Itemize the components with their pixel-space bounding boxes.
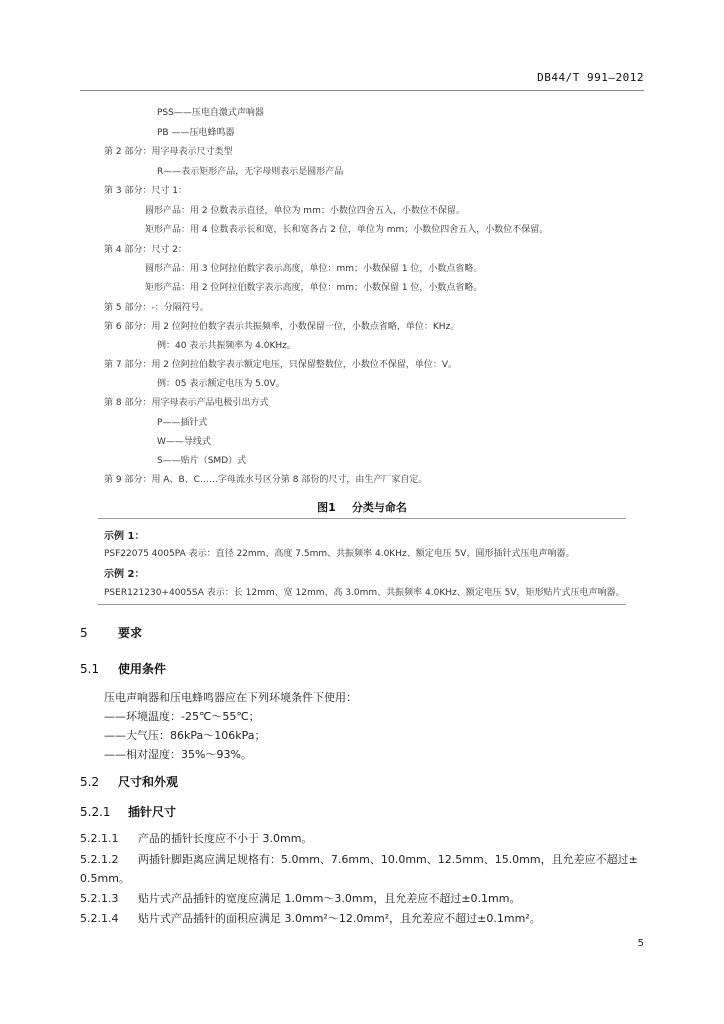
figure-line: 第 7 部分：用 2 位阿拉伯数字表示额定电压，只保留整数位，小数位不保留，单位：V。 (104, 360, 458, 370)
clause-text: 两插针脚距离应满足规格有：5.0mm、7.6mm、10.0mm、12.5mm、15.0mm，且允差应不超过± (138, 853, 638, 866)
figure-line: 第 5 部分：-：分隔符号。 (104, 303, 209, 313)
figure-line: 例：05 表示额定电压为 5.0V。 (157, 379, 285, 389)
figure-line: 矩形产品：用 4 位数表示长和宽，长和宽各占 2 位，单位为 mm；小数位四舍五入，小数位不保留。 (145, 225, 549, 235)
figure-line: 第 9 部分：用 A、B、C……字母流水号区分第 8 部份的尺寸，由生产厂家自定。 (104, 475, 428, 485)
example-text: PSER121230+4005SA 表示：长 12mm、宽 12mm、高 3.0mm、共振频率 4.0KHz、额定电压 5V，矩形贴片式压电声响器。 (104, 588, 625, 598)
conditions-intro: 压电声响器和压电蜂鸣器应在下列环境条件下使用： (104, 691, 357, 704)
section-number: 5.1 (80, 662, 100, 676)
figure-line: PB ——压电蜂鸣器 (157, 128, 235, 138)
clause-number: 5.2.1.3 (80, 892, 119, 905)
figure-line: 第 2 部分：用字母表示尺寸类型 (104, 147, 233, 157)
figure-number: 图1 (317, 501, 336, 514)
clause (80, 890, 521, 906)
figure-line: 圆形产品：用 2 位数表示直径，单位为 mm；小数位四舍五入，小数位不保留。 (145, 206, 465, 216)
condition-item: ——环境温度：-25℃～55℃； (104, 710, 260, 723)
clause-number: 5.2.1.4 (80, 912, 119, 925)
figure-line: 第 3 部分：尺寸 1： (104, 186, 188, 196)
standard-code: DB44/T 991—2012 (537, 71, 644, 84)
clause-text: 0.5mm。 (80, 872, 130, 885)
example-text: PSF22075 4005PA 表示：直径 22mm、高度 7.5mm、共振频率 4.0KHz、额定电压 5V，圆形插针式压电声响器。 (104, 549, 575, 559)
section-heading (80, 624, 142, 641)
page-number: 5 (637, 938, 644, 949)
section-heading (80, 660, 166, 677)
clause (80, 910, 541, 926)
header-rule (80, 90, 644, 91)
figure-line: PSS——压电自激式声响器 (157, 108, 264, 118)
clause-text: 贴片式产品插针的面积应满足 3.0mm²～12.0mm²，且允差应不超过±0.1mm²。 (138, 912, 541, 925)
section-heading (80, 773, 178, 790)
figure-line: 例：40 表示共振频率为 4.0KHz。 (157, 341, 296, 351)
figure-line: 第 6 部分：用 2 位阿拉伯数字表示共振频率，小数保留一位，小数点省略，单位：KHz。 (104, 322, 460, 332)
figure-line: S——贴片（SMD）式 (157, 456, 247, 466)
clause-number: 5.2.1.2 (80, 853, 119, 866)
clause-number: 5.2.1.1 (80, 832, 119, 845)
figure-line: R——表示矩形产品，无字母则表示是圆形产品 (157, 167, 344, 177)
clause-continuation (80, 870, 130, 886)
example-label: 示例 1： (104, 531, 145, 542)
figure-line: 第 8 部分：用字母表示产品电极引出方式 (104, 398, 269, 408)
figure-line: 第 4 部分：尺寸 2： (104, 245, 188, 255)
clause (80, 830, 312, 846)
figure-title: 分类与命名 (351, 501, 407, 514)
example-label: 示例 2： (104, 569, 145, 580)
condition-item: ——相对湿度：35%～93%。 (104, 748, 252, 761)
condition-item: ——大气压：86kPa～106kPa； (104, 729, 266, 742)
section-number: 5 (80, 626, 88, 640)
figure-line: W——导线式 (157, 437, 211, 447)
figure-caption (0, 499, 724, 515)
section-title: 使用条件 (118, 662, 167, 676)
clause-text: 产品的插针长度应不小于 3.0mm。 (138, 832, 313, 845)
section-number: 5.2 (80, 775, 100, 789)
clause (80, 851, 638, 867)
section-title: 尺寸和外观 (118, 775, 179, 789)
examples-top-rule (98, 518, 626, 519)
figure-line: P——插针式 (157, 418, 208, 428)
figure-line: 矩形产品：用 2 位阿拉伯数字表示高度，单位：mm；小数保留 1 位，小数点省略。 (145, 283, 483, 293)
clause-text: 贴片式产品插针的宽度应满足 1.0mm～3.0mm，且允差应不超过±0.1mm。 (138, 892, 521, 905)
section-number: 5.2.1 (80, 805, 111, 819)
section-title: 要求 (118, 626, 143, 640)
section-heading (80, 803, 176, 820)
figure-line: 圆形产品：用 3 位阿拉伯数字表示高度，单位：mm；小数保留 1 位，小数点省略。 (145, 264, 483, 274)
examples-bottom-rule (98, 604, 626, 605)
section-title: 插针尺寸 (128, 805, 177, 819)
